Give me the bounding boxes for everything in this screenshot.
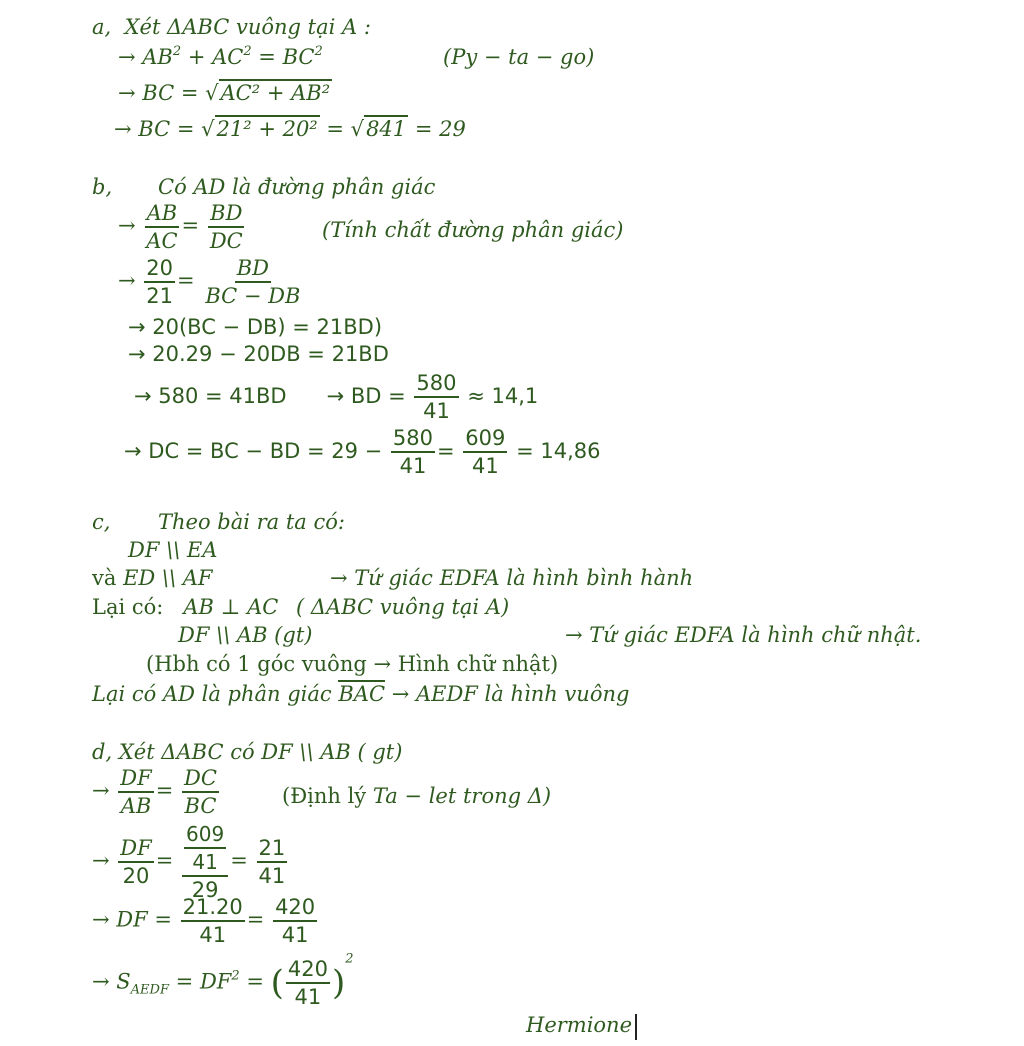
fraction: $\frac{21.20}{41}$: [182, 895, 243, 947]
fraction: $\frac{609}{41}$: [465, 426, 506, 478]
part-a-heading: [92, 14, 371, 40]
part-a-intro: Xét ΔABC vuông tại A :: [124, 15, 371, 39]
part-b-step-4: → 20(BC − DB) = 21BD): [128, 315, 383, 339]
part-c-line-2: và ED \\ AF: [92, 566, 213, 590]
part-a-bc-result: → BC = √21² + 20² = √841 = 29: [114, 117, 466, 141]
part-c-line-6: Lại có AD là phân giác BAC → AEDF là hình vuông: [92, 682, 630, 706]
part-c-rectangle: → Tứ giác EDFA là hình chữ nhật.: [565, 623, 922, 647]
part-a-label: a,: [92, 15, 112, 39]
part-a-bc-formula: → BC = √AC² + AB²: [118, 81, 331, 105]
part-a-pythagoras: → $AB^2 + AC^2 = BC^2$: [118, 44, 323, 69]
text-cursor: [635, 1014, 637, 1040]
fraction: $\frac{580}{41}$: [392, 426, 433, 478]
fraction: $\frac{AB}{AC}$: [146, 201, 178, 253]
part-c-line-3-note: ( ΔABC vuông tại A): [296, 595, 510, 619]
part-b-label: b,: [92, 175, 113, 199]
part-d-ratio-1: → $\frac{DF}{AB}$ = $\frac{DC}{BC}$: [92, 766, 217, 818]
fraction: $\frac{BD}{BC - DB}$: [205, 256, 301, 308]
part-c-line-5: (Hbh có 1 góc vuông → Hình chữ nhật): [146, 652, 559, 676]
fraction: $\frac{DC}{BC}$: [184, 766, 217, 818]
fraction: $\frac{21}{41}$: [258, 836, 286, 888]
part-b-step-5: → 20.29 − 20DB = 21BD: [128, 342, 389, 366]
fraction: $\frac{580}{41}$: [416, 371, 457, 423]
part-c-intro: Theo bài ra ta có:: [158, 510, 345, 534]
part-b-step-6: → 580 = 41BD → BD = $\frac{580}{41}$ ≈ 14,1: [134, 371, 539, 423]
fraction: $\frac{20}{21}$: [146, 256, 174, 308]
part-d-df: → DF = $\frac{21.20}{41}$ = $\frac{420}{41}$: [92, 895, 316, 947]
signature: Hermione: [526, 1012, 637, 1040]
part-b-step-7: → DC = BC − BD = 29 − $\frac{580}{41}$ = $\frac{609}{41}$ = 14,86: [124, 426, 601, 478]
part-b-intro: Có AD là đường phân giác: [158, 175, 436, 199]
compound-fraction: $\frac{\frac{609}{41}}{29}$: [182, 822, 228, 902]
part-b-ratio-2: → $\frac{20}{21}$ = $\frac{BD}{BC - DB}$: [118, 256, 301, 308]
part-c-line-4: DF \\ AB (gt): [178, 623, 313, 647]
sqrt-radicand: AC² + AB²: [220, 81, 331, 105]
part-d-heading: d, Xét ΔABC có DF \\ AB ( gt): [92, 740, 403, 764]
fraction: $\frac{420}{41}$: [275, 895, 316, 947]
part-b-note: (Tính chất đường phân giác): [322, 218, 624, 242]
fraction: $\frac{BD}{DC}$: [209, 201, 243, 253]
part-b-ratio-1: → $\frac{AB}{AC}$ = $\frac{BD}{DC}$: [118, 201, 243, 253]
fraction: $\frac{DF}{20}$: [120, 836, 152, 888]
part-c-line-1: DF \\ EA: [128, 538, 218, 562]
part-c-label: c,: [92, 510, 111, 534]
part-d-ratio-2: → $\frac{DF}{20}$ = $\frac{\frac{609}{41}}{29}$ = $\frac{21}{41}$: [92, 822, 286, 902]
part-d-note: (Định lý Ta − let trong Δ): [282, 784, 552, 808]
fraction: $\frac{DF}{AB}$: [120, 766, 152, 818]
part-c-parallelogram: → Tứ giác EDFA là hình bình hành: [330, 566, 694, 590]
part-a-pythagoras-note: (Py − ta − go): [443, 45, 595, 69]
fraction: $\frac{420}{41}$: [287, 957, 328, 1009]
part-c-line-3: Lại có: AB ⊥ AC: [92, 595, 279, 619]
part-d-area: → $S_{AEDF} = DF^2$ = ( $\frac{420}{41}$ )$^2$: [92, 951, 354, 1009]
angle-bac: BAC: [338, 682, 386, 706]
